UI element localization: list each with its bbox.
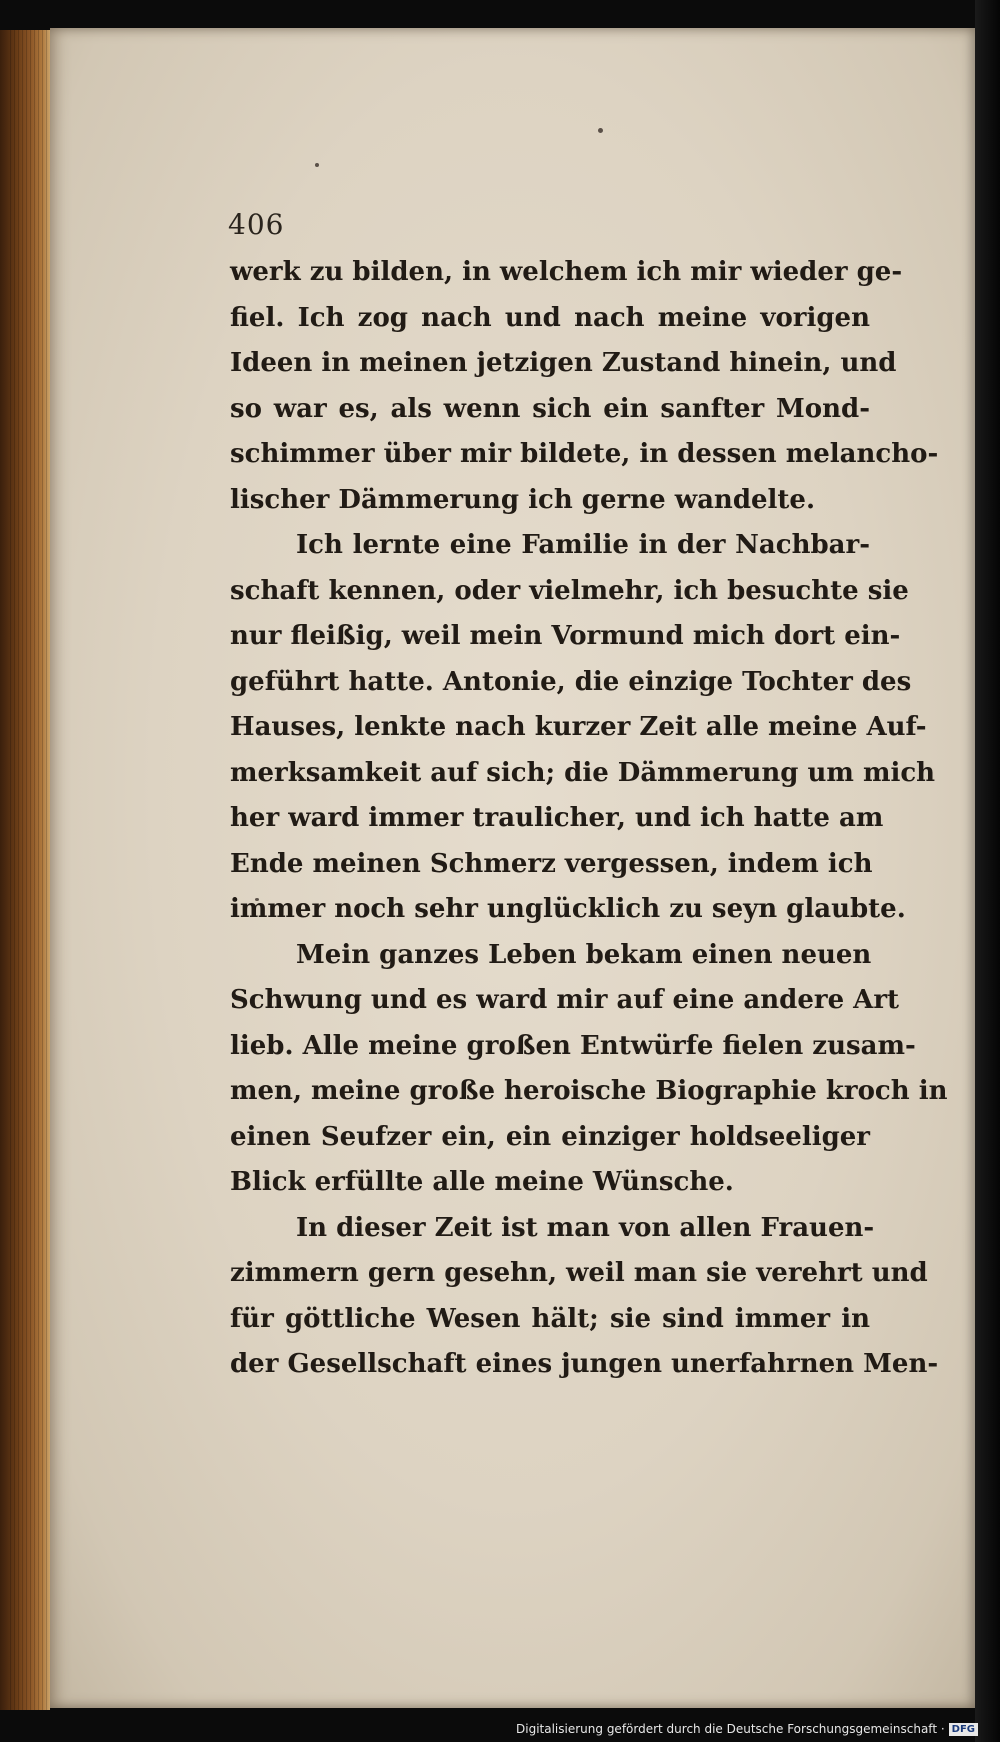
paper-speck — [315, 163, 319, 167]
text-line: werk zu bilden, in welchem ich mir wieder ge- — [230, 257, 903, 287]
text-line: Hauses, lenkte nach kurzer Zeit alle meine Auf- — [230, 712, 927, 742]
text-line: zimmern gern gesehn, weil man sie verehrt und — [230, 1258, 928, 1288]
text-line: Schwung und es ward mir auf eine andere Art — [230, 985, 900, 1015]
text-line: Ideen in meinen jetzigen Zustand hinein, und — [230, 348, 897, 378]
page-number: 406 — [228, 208, 285, 241]
page-edges — [10, 30, 50, 1710]
text-line: lieb. Alle meine großen Entwürfe fielen zusam- — [230, 1030, 916, 1061]
text-line: Ich lernte eine Familie in der Nachbar- — [296, 530, 870, 560]
scan-border — [975, 0, 1000, 1742]
text-line: men, meine große heroische Biographie kroch in — [230, 1076, 948, 1106]
text-line: Mein ganzes Leben bekam einen neuen — [296, 939, 872, 970]
text-line: für göttliche Wesen hält; sie sind immer in — [230, 1303, 870, 1334]
text-line: In dieser Zeit ist man von allen Frauen- — [296, 1212, 875, 1243]
paper-speck — [598, 128, 603, 133]
text-line: her ward immer traulicher, und ich hatte am — [230, 803, 884, 833]
digitization-credit — [516, 1722, 978, 1736]
text-line: merksamkeit auf sich; die Dämmerung um mich — [230, 757, 936, 788]
text-line: Blick erfüllte alle meine Wünsche. — [230, 1167, 734, 1197]
text-line: nur fleißig, weil mein Vormund mich dort ein- — [230, 621, 901, 651]
text-line: Ende meinen Schmerz vergessen, indem ich — [230, 848, 873, 879]
dfg-logo: DFG — [949, 1723, 978, 1736]
text-line: schaft kennen, oder vielmehr, ich besuchte sie — [230, 575, 909, 606]
credit-text: Digitalisierung gefördert durch die Deutsche Forschungsgemeinschaft · — [516, 1722, 945, 1736]
text-line: immer noch sehr unglücklich zu seyn glaubte. — [230, 894, 906, 924]
text-line: schimmer über mir bildete, in dessen melancho- — [230, 439, 939, 469]
text-line: fiel. Ich zog nach und nach meine vorigen — [230, 302, 870, 333]
text-line: der Gesellschaft eines jungen unerfahrnen Men- — [230, 1349, 939, 1379]
page-text — [230, 250, 948, 1388]
text-line: so war es, als wenn sich ein sanfter Mond- — [230, 393, 870, 424]
text-line: einen Seufzer ein, ein einziger holdseeliger — [230, 1121, 870, 1152]
text-line: lischer Dämmerung ich gerne wandelte. — [230, 484, 816, 515]
text-line: geführt hatte. Antonie, die einzige Tochter des — [230, 666, 912, 697]
